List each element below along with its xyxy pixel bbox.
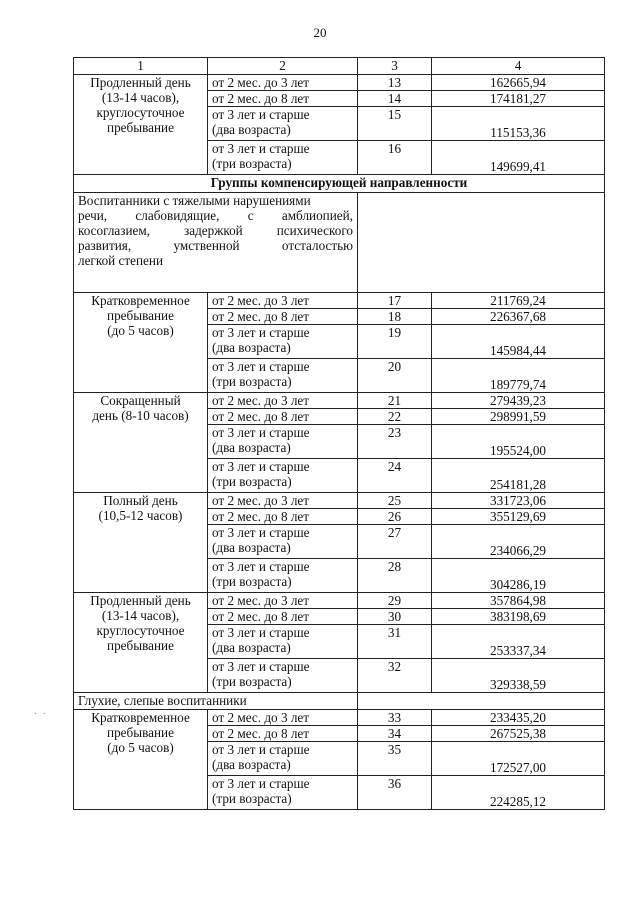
category-cell: Глухие, слепые воспитанники (74, 693, 358, 710)
text-line: от 2 мес. до 8 лет (212, 509, 310, 524)
text-line: (три возраста) (212, 791, 292, 806)
tariff-table (73, 57, 605, 810)
text-line: (10,5-12 часов) (98, 508, 183, 523)
age-cell (208, 659, 358, 693)
cost-cell: 254181,28 (432, 459, 605, 493)
row-number-cell: 31 (358, 625, 432, 659)
section-title-row (74, 175, 605, 193)
text-line: Полный день (103, 493, 178, 508)
age-cell (208, 325, 358, 359)
text-line: от 3 лет и старше (212, 425, 310, 440)
cost-cell: 195524,00 (432, 425, 605, 459)
age-cell (208, 625, 358, 659)
text-line: от 2 мес. до 8 лет (212, 409, 310, 424)
mode-cell (74, 75, 208, 175)
row-number-cell: 25 (358, 493, 432, 509)
cost-cell: 298991,59 (432, 409, 605, 425)
age-cell (208, 710, 358, 726)
cost-cell: 357864,98 (432, 593, 605, 609)
text-line: (два возраста) (212, 757, 291, 772)
age-cell (208, 776, 358, 810)
text-line: (три возраста) (212, 156, 292, 171)
text-line: от 3 лет и старше (212, 659, 310, 674)
cost-cell: 329338,59 (432, 659, 605, 693)
cost-cell: 149699,41 (432, 141, 605, 175)
age-cell (208, 559, 358, 593)
cost-cell: 304286,19 (432, 559, 605, 593)
age-cell (208, 359, 358, 393)
text-line: от 3 лет и старше (212, 742, 310, 757)
text-line: Продленный день (90, 593, 191, 608)
text-line: (три возраста) (212, 474, 292, 489)
text-line: (два возраста) (212, 340, 291, 355)
row-number-cell: 16 (358, 141, 432, 175)
age-cell (208, 509, 358, 525)
text-line: Сокращенный (100, 393, 181, 408)
text-line: (три возраста) (212, 574, 292, 589)
row-number-cell: 34 (358, 726, 432, 742)
cost-cell: 189779,74 (432, 359, 605, 393)
text-line: легкой степени (78, 253, 164, 268)
cost-cell: 115153,36 (432, 107, 605, 141)
text-line: от 3 лет и старше (212, 141, 310, 156)
mode-cell (74, 393, 208, 493)
row-number-cell: 21 (358, 393, 432, 409)
age-cell (208, 393, 358, 409)
text-line: (до 5 часов) (107, 323, 174, 338)
column-header-row (74, 58, 605, 75)
row-number-cell: 17 (358, 293, 432, 309)
category-row (74, 193, 605, 293)
category-row (74, 693, 605, 710)
cost-cell: 234066,29 (432, 525, 605, 559)
cost-cell: 267525,38 (432, 726, 605, 742)
age-cell (208, 609, 358, 625)
column-header: 2 (208, 58, 358, 75)
cost-cell: 145984,44 (432, 325, 605, 359)
text-line: от 3 лет и старше (212, 559, 310, 574)
age-cell (208, 425, 358, 459)
mode-cell (74, 493, 208, 593)
mode-cell (74, 593, 208, 693)
text-line: от 2 мес. до 3 лет (212, 293, 310, 308)
row-number-cell: 18 (358, 309, 432, 325)
age-cell (208, 742, 358, 776)
row-number-cell: 13 (358, 75, 432, 91)
text-line: пребывание (107, 725, 174, 740)
age-cell (208, 141, 358, 175)
cost-cell: 224285,12 (432, 776, 605, 810)
text-line: от 2 мес. до 3 лет (212, 593, 310, 608)
text-line: Продленный день (90, 75, 191, 90)
text-line: от 3 лет и старше (212, 325, 310, 340)
text-line: от 2 мес. до 8 лет (212, 91, 310, 106)
cost-cell: 355129,69 (432, 509, 605, 525)
text-line: от 2 мес. до 3 лет (212, 75, 310, 90)
text-line: от 2 мес. до 3 лет (212, 393, 310, 408)
cost-cell: 174181,27 (432, 91, 605, 107)
age-cell (208, 75, 358, 91)
text-line: пребывание (107, 638, 174, 653)
row-number-cell: 30 (358, 609, 432, 625)
row-number-cell: 35 (358, 742, 432, 776)
text-line: (три возраста) (212, 674, 292, 689)
text-line: (до 5 часов) (107, 740, 174, 755)
column-header: 3 (358, 58, 432, 75)
text-line: от 2 мес. до 8 лет (212, 609, 310, 624)
category-cell (74, 193, 358, 293)
text-line: от 2 мес. до 3 лет (212, 493, 310, 508)
mode-cell (74, 710, 208, 810)
table-row (74, 593, 605, 609)
text-line: пребывание (107, 308, 174, 323)
text-line: круглосуточное (96, 105, 185, 120)
cost-cell: 253337,34 (432, 625, 605, 659)
text-line: от 3 лет и старше (212, 525, 310, 540)
text-line: (три возраста) (212, 374, 292, 389)
text-line: Воспитанники с тяжелыми нарушениями (78, 193, 311, 208)
row-number-cell: 32 (358, 659, 432, 693)
text-line: косоглазием, задержкой психического (78, 223, 353, 238)
column-header: 1 (74, 58, 208, 75)
table-row (74, 293, 605, 309)
row-number-cell: 26 (358, 509, 432, 525)
text-line: от 2 мес. до 8 лет (212, 309, 310, 324)
text-line: речи, слабовидящие, с амблиопией, (78, 208, 353, 223)
table-row (74, 75, 605, 91)
text-line: круглосуточное (96, 623, 185, 638)
row-number-cell: 36 (358, 776, 432, 810)
text-line: Кратковременное (91, 293, 190, 308)
text-line: от 3 лет и старше (212, 107, 310, 122)
age-cell (208, 593, 358, 609)
text-line: Кратковременное (91, 710, 190, 725)
text-line: от 3 лет и старше (212, 625, 310, 640)
age-cell (208, 726, 358, 742)
row-number-cell: 22 (358, 409, 432, 425)
text-line: от 3 лет и старше (212, 776, 310, 791)
table-body (74, 75, 605, 810)
cost-cell: 211769,24 (432, 293, 605, 309)
text-line: от 2 мес. до 3 лет (212, 710, 310, 725)
mode-cell (74, 293, 208, 393)
empty-cell (358, 693, 605, 710)
cost-cell: 331723,06 (432, 493, 605, 509)
row-number-cell: 29 (358, 593, 432, 609)
table-row (74, 493, 605, 509)
text-line: (два возраста) (212, 640, 291, 655)
text-line: пребывание (107, 120, 174, 135)
age-cell (208, 107, 358, 141)
text-line: (два возраста) (212, 440, 291, 455)
cost-cell: 233435,20 (432, 710, 605, 726)
cost-cell: 172527,00 (432, 742, 605, 776)
text-line: (два возраста) (212, 122, 291, 137)
row-number-cell: 33 (358, 710, 432, 726)
row-number-cell: 14 (358, 91, 432, 107)
row-number-cell: 24 (358, 459, 432, 493)
row-number-cell: 23 (358, 425, 432, 459)
row-number-cell: 28 (358, 559, 432, 593)
column-header: 4 (432, 58, 605, 75)
section-title: Группы компенсирующей направленности (74, 175, 605, 193)
page-number: 20 (313, 25, 327, 40)
age-cell (208, 459, 358, 493)
text-line: от 3 лет и старше (212, 359, 310, 374)
text-line: (13-14 часов), (101, 90, 180, 105)
text-line: (13-14 часов), (101, 608, 180, 623)
empty-cell (358, 193, 605, 293)
scan-mark: . . (34, 706, 48, 717)
cost-cell: 226367,68 (432, 309, 605, 325)
text-line: от 3 лет и старше (212, 459, 310, 474)
age-cell (208, 409, 358, 425)
row-number-cell: 15 (358, 107, 432, 141)
cost-cell: 279439,23 (432, 393, 605, 409)
table-row (74, 710, 605, 726)
age-cell (208, 91, 358, 107)
row-number-cell: 20 (358, 359, 432, 393)
age-cell (208, 293, 358, 309)
row-number-cell: 27 (358, 525, 432, 559)
text-line: (два возраста) (212, 540, 291, 555)
cost-cell: 383198,69 (432, 609, 605, 625)
age-cell (208, 525, 358, 559)
text-line: развития, умственной отсталостью (78, 238, 353, 253)
text-line: от 2 мес. до 8 лет (212, 726, 310, 741)
table-row (74, 393, 605, 409)
row-number-cell: 19 (358, 325, 432, 359)
cost-cell: 162665,94 (432, 75, 605, 91)
text-line: день (8-10 часов) (92, 408, 189, 423)
age-cell (208, 309, 358, 325)
age-cell (208, 493, 358, 509)
